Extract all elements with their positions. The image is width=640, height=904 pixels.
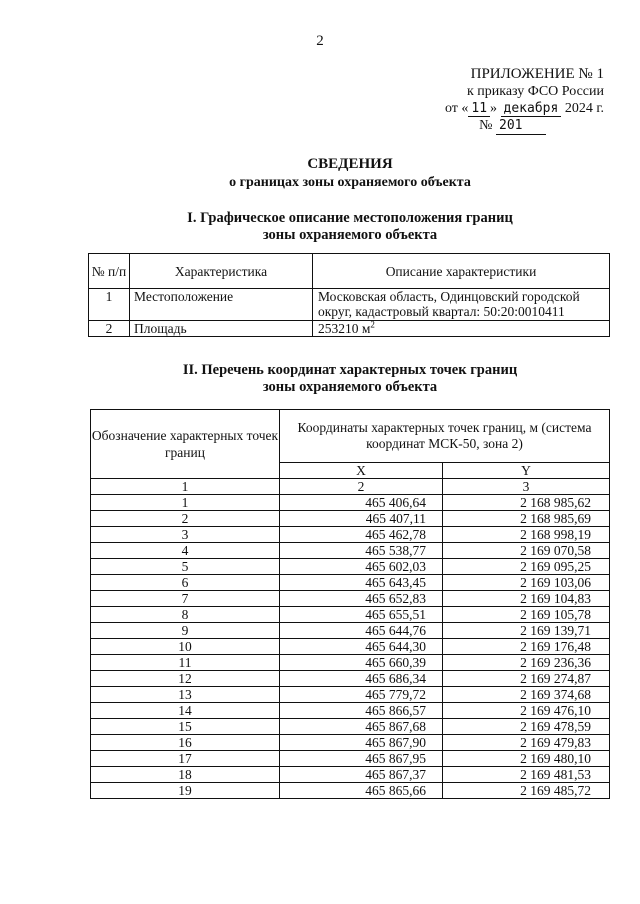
coord-x: 465 866,57 [280,703,443,719]
table-row [91,655,610,671]
document-title: СВЕДЕНИЯ [307,156,393,172]
point-id: 8 [91,607,280,623]
coordinates-table [90,409,610,799]
point-id: 10 [91,639,280,655]
header-description: Описание характеристики [313,254,610,289]
row-description: Московская область, Одинцовский городской округ, кадастровый квартал: 50:20:0010411 [313,289,610,321]
table-row [91,719,610,735]
table-row [91,591,610,607]
coord-x: 465 644,76 [280,623,443,639]
row-description [313,321,610,337]
area-value: 253210 м [318,321,371,336]
table-row [91,751,610,767]
coord-y: 2 169 485,72 [443,783,610,799]
characteristics-header-row [89,254,610,289]
annex-title: ПРИЛОЖЕНИЕ № 1 [470,66,604,82]
coord-y: 2 168 998,19 [443,527,610,543]
coord-y: 2 169 139,71 [443,623,610,639]
coord-x: 465 867,37 [280,767,443,783]
coord-y: 2 169 105,78 [443,607,610,623]
point-id: 6 [91,575,280,591]
coord-y: 2 169 103,06 [443,575,610,591]
point-id: 13 [91,687,280,703]
table-row [91,511,610,527]
characteristics-table [88,253,610,337]
coordinates-body [91,495,610,799]
table-row [91,623,610,639]
coord-y: 2 169 481,53 [443,767,610,783]
table-row [91,687,610,703]
coords-header-row [91,410,610,463]
header-col3: 3 [443,479,610,495]
section1-title-line1: I. Графическое описание местоположения границ [187,210,513,226]
header-col1: 1 [91,479,280,495]
table-row [91,527,610,543]
number-prefix: № [479,118,493,133]
header-characteristic: Характеристика [130,254,313,289]
coord-y: 2 169 176,48 [443,639,610,655]
section2-title-line1: II. Перечень координат характерных точек границ [182,362,518,378]
coord-x: 465 867,95 [280,751,443,767]
characteristics-row [89,289,610,321]
coords-colnum-row [91,479,610,495]
table-row [91,783,610,799]
annex-date-line [404,100,604,117]
coord-x: 465 538,77 [280,543,443,559]
point-id: 4 [91,543,280,559]
row-num: 2 [89,321,130,337]
coord-x: 465 686,34 [280,671,443,687]
point-id: 9 [91,623,280,639]
point-id: 14 [91,703,280,719]
coord-y: 2 169 478,59 [443,719,610,735]
coord-x: 465 652,83 [280,591,443,607]
coord-y: 2 169 095,25 [443,559,610,575]
coord-y: 2 169 374,68 [443,687,610,703]
coord-y: 2 168 985,69 [443,511,610,527]
section2-title-line2: зоны охраняемого объекта [262,379,438,395]
coord-x: 465 643,45 [280,575,443,591]
table-row [91,767,610,783]
row-num: 1 [89,289,130,321]
coord-y: 2 169 070,58 [443,543,610,559]
date-month: декабря [501,101,562,117]
header-points: Обозначение характерных точек границ [91,410,280,479]
coord-x: 465 407,11 [280,511,443,527]
point-id: 2 [91,511,280,527]
date-mid: » [490,101,498,116]
coord-y: 2 169 480,10 [443,751,610,767]
point-id: 1 [91,495,280,511]
header-x: X [280,463,443,479]
table-row [91,607,610,623]
coord-y: 2 169 274,87 [443,671,610,687]
coord-x: 465 865,66 [280,783,443,799]
table-row [91,639,610,655]
point-id: 19 [91,783,280,799]
point-id: 5 [91,559,280,575]
date-prefix: от « [444,101,469,116]
point-id: 18 [91,767,280,783]
document-subtitle: о границах зоны охраняемого объекта [229,175,471,190]
date-year: 2024 г. [564,101,604,116]
table-row [91,559,610,575]
coord-x: 465 644,30 [280,639,443,655]
annex-number-line [404,117,604,135]
characteristics-row [89,321,610,337]
row-characteristic: Местоположение [130,289,313,321]
header-coords: Координаты характерных точек границ, м (система координат МСК-50, зона 2) [280,410,610,463]
table-row [91,495,610,511]
coord-y: 2 169 476,10 [443,703,610,719]
row-characteristic: Площадь [130,321,313,337]
coord-y: 2 168 985,62 [443,495,610,511]
coord-x: 465 867,68 [280,719,443,735]
point-id: 3 [91,527,280,543]
coord-x: 465 406,64 [280,495,443,511]
coord-x: 465 602,03 [280,559,443,575]
point-id: 12 [91,671,280,687]
point-id: 15 [91,719,280,735]
coord-x: 465 867,90 [280,735,443,751]
point-id: 17 [91,751,280,767]
point-id: 11 [91,655,280,671]
coord-x: 465 462,78 [280,527,443,543]
coord-y: 2 169 104,83 [443,591,610,607]
table-row [91,575,610,591]
coord-y: 2 169 236,36 [443,655,610,671]
table-row [91,703,610,719]
section1-heading [0,210,640,244]
header-y: Y [443,463,610,479]
coord-x: 465 660,39 [280,655,443,671]
header-col2: 2 [280,479,443,495]
coord-x: 465 655,51 [280,607,443,623]
section2-heading [0,362,640,396]
annex-order-line: к приказу ФСО России [466,84,604,99]
annex-block [404,66,604,135]
table-row [91,543,610,559]
table-row [91,735,610,751]
section1-title-line2: зоны охраняемого объекта [262,227,438,243]
area-unit-superscript: 2 [370,319,375,330]
page-number: 2 [316,33,324,49]
coord-y: 2 169 479,83 [443,735,610,751]
point-id: 16 [91,735,280,751]
date-day: 11 [468,101,490,117]
header-num: № п/п [89,254,130,289]
order-number: 201 [496,117,546,135]
coord-x: 465 779,72 [280,687,443,703]
table-row [91,671,610,687]
point-id: 7 [91,591,280,607]
